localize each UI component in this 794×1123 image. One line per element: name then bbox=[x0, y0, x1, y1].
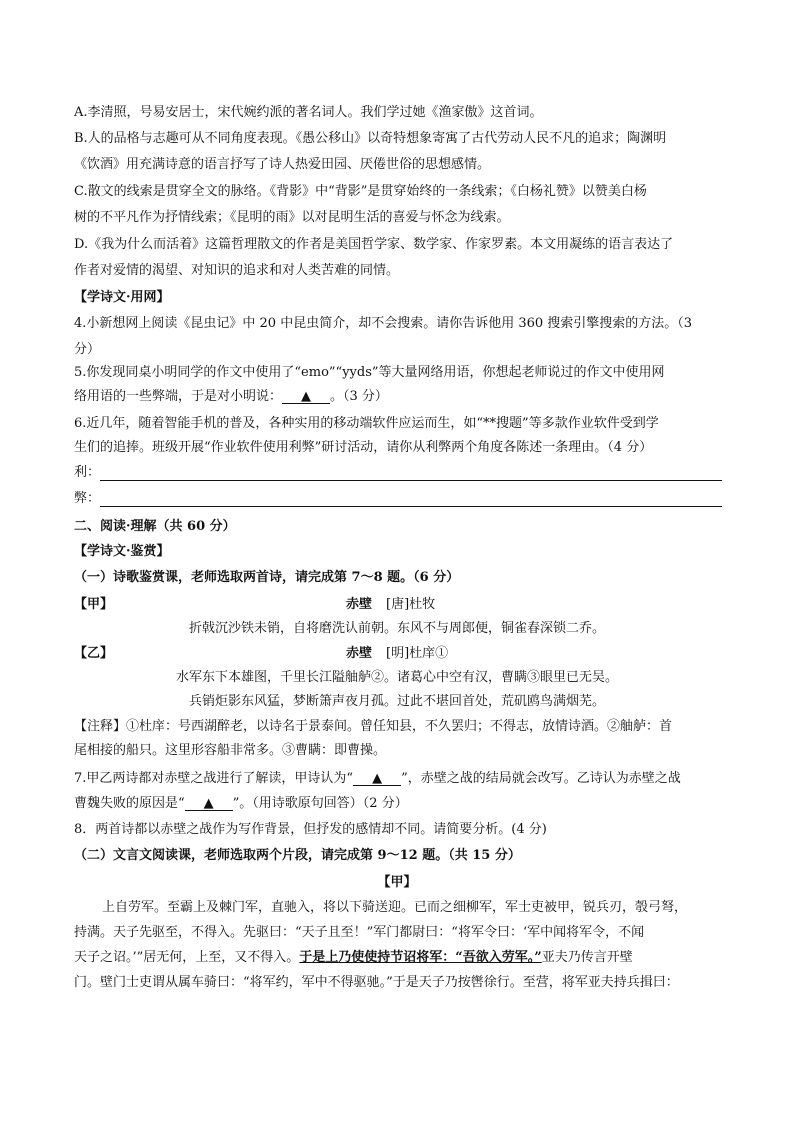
prose-line2: 持满。天子先驱至，不得入。先驱曰：“天子且至！”军门都尉曰：“将军令曰：‘军中闻将军令，不闻 bbox=[74, 925, 645, 940]
prose-line3-b: 亚夫乃传言开壁 bbox=[541, 950, 633, 965]
option-a: A.李清照，号易安居士，宋代婉约派的著名词人。我们学过她《渔家傲》这首词。 bbox=[74, 105, 543, 120]
question-4-line1: 4.小新想网上阅读《昆虫记》中 20 中昆虫简介，却不会搜索。请你告诉他用 360 搜索引擎搜索的方法。（3 bbox=[74, 316, 693, 331]
prose-line4: 门。壁门士吏谓从属车骑曰：“将军约，军中不得驱驰。”于是天子乃按辔徐行。至营，将军亚夫持兵揖曰： bbox=[74, 975, 679, 990]
note-line1: 【注释】①杜庠：号西湖醉老，以诗名于景泰间。曾任知县，不久罢归；不得志，放情诗酒。②舳舻：首 bbox=[74, 719, 673, 734]
poem1-author: [唐]杜牧 bbox=[386, 597, 436, 612]
prose-underlined-sentence: 于是上乃使使持节诏将军：“吾欲入劳军。” bbox=[299, 950, 542, 965]
question-7-text-c: 曹魏失败的原因是“ bbox=[74, 796, 185, 811]
option-d-line1: D.《我为什么而活着》这篇哲理散文的作者是美国哲学家、数学家、作家罗素。本文用凝练的语言表达了 bbox=[74, 237, 674, 252]
question-7-text-d: ”。（用诗歌原句回答）（2 分） bbox=[232, 796, 408, 811]
disadvantage-label: 弊： bbox=[74, 491, 101, 506]
section-appreciate-heading: 【学诗文·鉴赏】 bbox=[74, 544, 170, 559]
question-5-line1: 5.你发现同桌小明同学的作文中使用了“emo”“yyds”等大量网络用语，你想起老师说过的作文中使用网 bbox=[74, 365, 665, 380]
poem2-line2: 兵销炬影东风猛，梦断箫声夜月孤。过此不堪回首处，荒矶鸥鸟满烟芜。 bbox=[188, 694, 605, 709]
option-c-line2: 树的不平凡作为抒情线索；《昆明的雨》以对昆明生活的喜爱与怀念为线索。 bbox=[74, 210, 510, 225]
subsection-poetry: （一）诗歌鉴赏课，老师选取两首诗，请完成第 7～8 题。（6 分） bbox=[74, 570, 460, 585]
question-5-score: 。（3 分） bbox=[330, 389, 388, 404]
question-5-text: 络用语的一些弊端，于是对小明说： bbox=[74, 389, 283, 404]
poem2-line1: 水军东下本雄图，千里长江隘舳舻②。诸葛心中空有汉，曹瞒③眼里已无吴。 bbox=[175, 670, 618, 685]
question-7-line2 bbox=[74, 797, 408, 811]
part-two-heading: 二、阅读·理解（共 60 分） bbox=[74, 519, 236, 534]
question-5-line2 bbox=[74, 390, 388, 404]
prose-line3-a: 天子之诏。’”居无何，上至，又不得入。 bbox=[74, 950, 300, 965]
answer-blank-7b[interactable]: ▲ bbox=[185, 797, 233, 811]
question-8: 8．两首诗都以赤壁之战作为写作背景，但抒发的感情却不同。请简要分析。(4 分) bbox=[74, 822, 547, 837]
question-7-text-b: ”，赤壁之战的结局就会改写。乙诗认为赤壁之战 bbox=[401, 771, 681, 786]
option-c-line1: C.散文的线索是贯穿全文的脉络。《背影》中“背影”是贯穿始终的一条线索；《白杨礼赞》以赞美白杨 bbox=[74, 184, 647, 199]
disadvantage-answer-line[interactable] bbox=[100, 506, 722, 507]
option-d-line2: 作者对爱情的渴望、对知识的追求和对人类苦难的同情。 bbox=[74, 263, 400, 278]
poem1-title: 赤壁 bbox=[346, 597, 373, 612]
question-7-line1 bbox=[74, 772, 681, 786]
question-7-text-a: 7.甲乙两诗都对赤壁之战进行了解读，甲诗认为“ bbox=[74, 771, 354, 786]
prose-tag: 【甲】 bbox=[377, 875, 417, 890]
option-b-line1: B.人的品格与志趣可从不同角度表现。《愚公移山》以奇特想象寄寓了古代劳动人民不凡的追求；陶渊明 bbox=[74, 131, 667, 146]
question-6-line2: 生们的追捧。班级开展“作业软件使用利弊”研讨活动，请你从利弊两个角度各陈述一条理由。（4 分） bbox=[74, 440, 653, 455]
poem1-tag: 【甲】 bbox=[74, 597, 114, 612]
poem2-title: 赤壁 bbox=[346, 646, 373, 661]
subsection-classical: （二）文言文阅读课，老师选取两个片段，请完成第 9～12 题。（共 15 分） bbox=[74, 848, 521, 863]
answer-blank-7a[interactable]: ▲ bbox=[353, 772, 401, 786]
poem2-author: [明]杜庠① bbox=[386, 646, 449, 661]
option-b-line2: 《饮酒》用充满诗意的语言抒写了诗人热爱田园、厌倦世俗的思想感情。 bbox=[74, 157, 491, 172]
advantage-answer-line[interactable] bbox=[100, 480, 722, 481]
note-line2: 尾相接的船只。这里形容船非常多。③曹瞒：即曹操。 bbox=[74, 743, 387, 758]
advantage-label: 利： bbox=[74, 465, 101, 480]
question-6-line1: 6.近几年，随着智能手机的普及，各种实用的移动端软件应运而生，如“**搜题”等多款作业软件受到学 bbox=[74, 416, 659, 431]
answer-blank-5[interactable]: ▲ bbox=[282, 390, 330, 404]
prose-line1: 上自劳军。至霸上及棘门军，直驰入，将以下骑送迎。已而之细柳军，军士吏被甲，锐兵刃，彀弓弩， bbox=[102, 900, 688, 915]
section-web-heading: 【学诗文·用网】 bbox=[74, 290, 170, 305]
prose-line3 bbox=[74, 951, 633, 964]
poem1-line1: 折戟沉沙铁未销，自将磨洗认前朝。东风不与周郎便，铜雀春深锁二乔。 bbox=[188, 621, 605, 636]
poem2-tag: 【乙】 bbox=[74, 646, 114, 661]
question-4-line2: 分） bbox=[74, 342, 101, 357]
